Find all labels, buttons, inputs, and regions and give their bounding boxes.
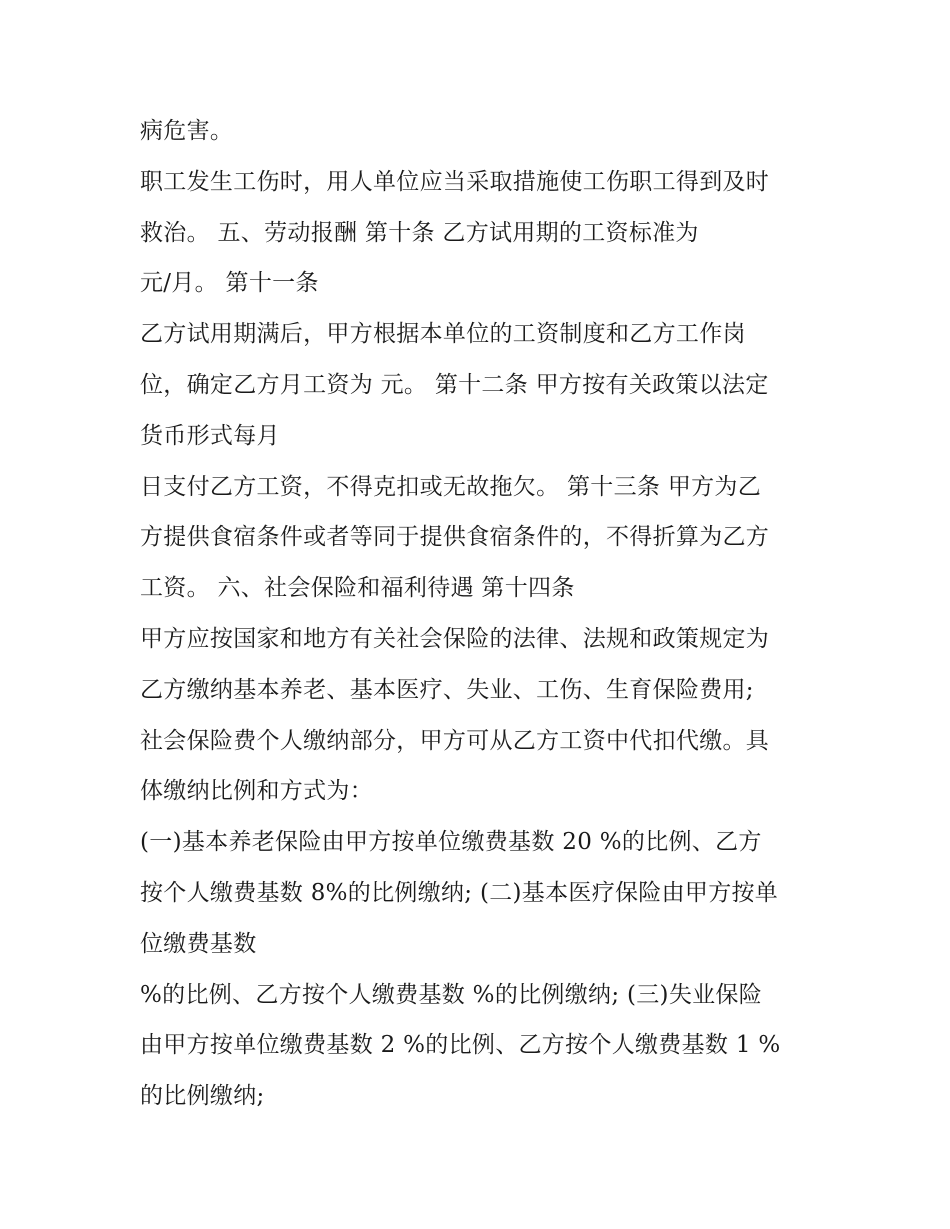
text-line: 病危害。 bbox=[140, 118, 234, 144]
text-line: 方提供食宿条件或者等同于提供食宿条件的，不得折算为乙方 bbox=[140, 524, 770, 551]
text-line: 由甲方按单位缴费基数 2 %的比例、乙方按个人缴费基数 1 % bbox=[140, 1032, 781, 1059]
text-line: 货币形式每月 bbox=[140, 422, 280, 449]
text-line: 职工发生工伤时，用人单位应当采取措施使工伤职工得到及时 bbox=[140, 168, 770, 195]
text-line: 日支付乙方工资，不得克扣或无故拖欠。 第十三条 甲方为乙 bbox=[140, 473, 762, 500]
text-line: 工资。 六、社会保险和福利待遇 第十四条 bbox=[140, 575, 575, 602]
text-line: 元/月。 第十一条 bbox=[140, 270, 319, 297]
text-line: 位，确定乙方月工资为 元。 第十二条 甲方按有关政策以法定 bbox=[140, 371, 769, 398]
text-line: %的比例、乙方按个人缴费基数 %的比例缴纳; (三)失业保险 bbox=[140, 981, 763, 1008]
text-line: 救治。 五、劳动报酬 第十条 乙方试用期的工资标准为 bbox=[140, 219, 699, 246]
text-line: 按个人缴费基数 8%的比例缴纳; (二)基本医疗保险由甲方按单 bbox=[140, 879, 779, 906]
text-line: 位缴费基数 bbox=[140, 930, 257, 957]
document-body bbox=[140, 106, 820, 1122]
text-line: 体缴纳比例和方式为： bbox=[140, 778, 373, 805]
text-line: 社会保险费个人缴纳部分，甲方可从乙方工资中代扣代缴。具 bbox=[140, 727, 770, 754]
text-line: 甲方应按国家和地方有关社会保险的法律、法规和政策规定为 bbox=[140, 625, 770, 652]
text-line: 乙方缴纳基本养老、基本医疗、失业、工伤、生育保险费用; bbox=[140, 676, 754, 703]
text-line: (一)基本养老保险由甲方按单位缴费基数 20 %的比例、乙方 bbox=[140, 829, 762, 856]
text-line: 的比例缴纳; bbox=[140, 1083, 265, 1110]
text-line: 乙方试用期满后，甲方根据本单位的工资制度和乙方工作岗 bbox=[140, 321, 746, 348]
